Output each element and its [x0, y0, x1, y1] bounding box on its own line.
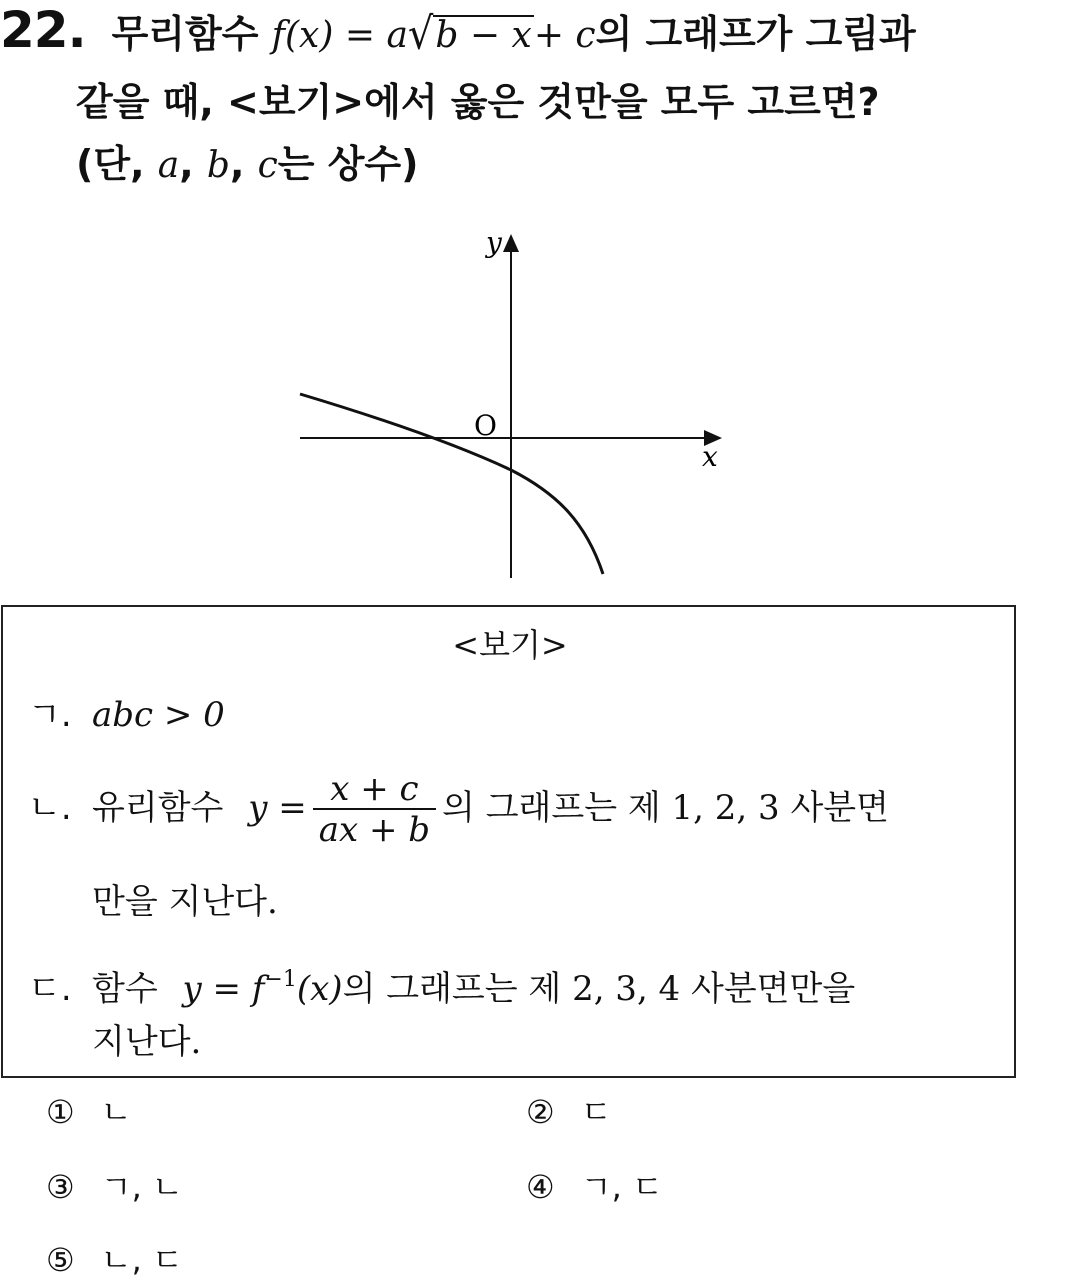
item-3-y-eq: y = f: [182, 969, 265, 1009]
radical-sign: √: [407, 8, 434, 60]
item-1-mark: ㄱ.: [28, 695, 72, 735]
choice-1[interactable]: [46, 1092, 132, 1132]
square-root: [408, 10, 534, 60]
question-line-2: 같을 때, <보기>에서 옳은 것만을 모두 고르면?: [76, 80, 880, 124]
item-3-arg: (x): [296, 969, 343, 1009]
example-item-2-continued: 만을 지난다.: [92, 882, 278, 922]
fraction-denominator: ax + b: [318, 810, 431, 850]
item-1-expression: abc > 0: [92, 695, 225, 735]
x-axis-label: x: [702, 440, 718, 473]
example-item-2: [28, 770, 889, 850]
var-b: b: [206, 145, 230, 186]
y-axis-label: y: [486, 226, 502, 259]
choice-2-number: ②: [526, 1093, 555, 1131]
example-item-3: [28, 958, 855, 1011]
question-line-1: [0, 1, 916, 60]
question-line-3: [76, 140, 419, 190]
function-expression: [271, 8, 596, 60]
choice-5-number: ⑤: [46, 1241, 75, 1279]
item-3-mark: ㄷ.: [28, 969, 72, 1009]
condition-close: 는 상수): [277, 142, 419, 186]
inverse-superscript: −1: [264, 967, 297, 992]
choice-5-text: ㄴ, ㄷ: [100, 1241, 183, 1279]
item-2-fraction: [313, 770, 436, 850]
choice-2-text: ㄷ: [580, 1093, 612, 1131]
function-graph: [290, 218, 730, 588]
question-text-b: 의 그래프가 그림과: [595, 12, 916, 56]
choice-4-text: ㄱ, ㄷ: [580, 1168, 663, 1206]
var-c: c: [257, 145, 278, 186]
choice-1-text: ㄴ: [100, 1093, 132, 1131]
choice-1-number: ①: [46, 1093, 75, 1131]
item-2-text-b: 의 그래프는 제 1, 2, 3 사분면: [442, 788, 889, 828]
f-of-x: f(x): [271, 15, 334, 56]
example-item-1: [28, 693, 225, 737]
choice-4-number: ④: [526, 1168, 555, 1206]
choice-4[interactable]: [526, 1167, 663, 1207]
choice-3[interactable]: [46, 1167, 183, 1207]
radicand: b − x: [435, 15, 532, 56]
equals-sign: =: [333, 15, 387, 56]
comma-2: ,: [229, 142, 258, 186]
choice-3-text: ㄱ, ㄴ: [100, 1168, 183, 1206]
item-3-text-b: 의 그래프는 제 2, 3, 4 사분면만을: [342, 969, 856, 1009]
coef-a: a: [386, 15, 408, 56]
question-number: 22.: [0, 1, 86, 59]
example-item-3-continued: 지난다.: [92, 1022, 202, 1062]
question-text-a: 무리함수: [111, 12, 259, 56]
var-a: a: [157, 145, 180, 186]
comma-1: ,: [179, 142, 207, 186]
origin-label: O: [474, 409, 497, 442]
choice-3-number: ③: [46, 1168, 75, 1206]
function-curve: [300, 394, 603, 574]
fraction-numerator: x + c: [313, 770, 436, 810]
plus-c: + c: [533, 15, 596, 56]
item-2-y-eq: y =: [248, 788, 307, 828]
item-2-text-a: 유리함수: [92, 788, 224, 828]
examples-box-title: <보기>: [452, 626, 568, 664]
choice-5[interactable]: [46, 1240, 183, 1280]
item-2-mark: ㄴ.: [28, 788, 72, 828]
condition-open: (단,: [76, 142, 158, 186]
item-3-text-a: 함수: [92, 969, 158, 1009]
choice-2[interactable]: [526, 1092, 612, 1132]
